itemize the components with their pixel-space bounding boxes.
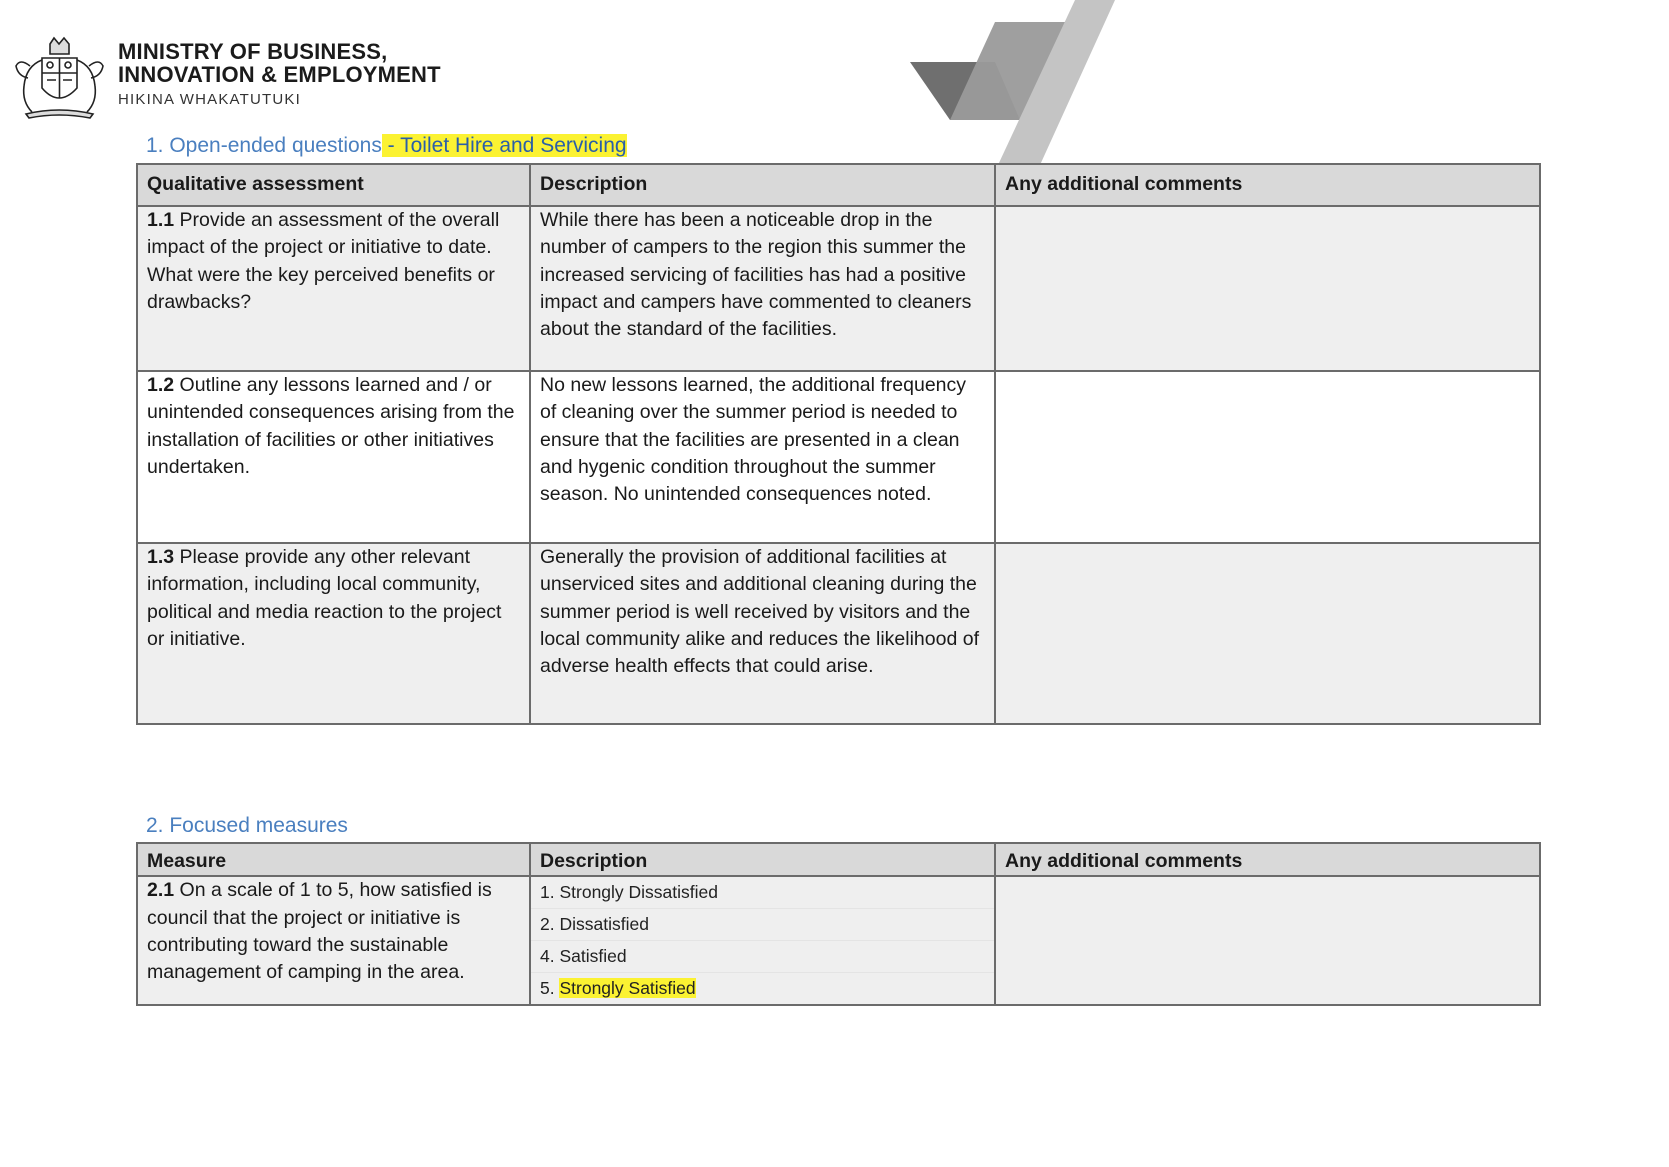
question-text: Outline any lessons learned and / or unintended consequences arising from the installation of facilities or other initiatives undertaken. <box>147 374 515 478</box>
comments-cell[interactable] <box>995 371 1540 543</box>
measure-cell <box>137 876 530 1005</box>
comments-cell[interactable] <box>995 876 1540 1005</box>
ministry-logo-text <box>118 40 441 108</box>
question-cell <box>137 371 530 543</box>
table-header-row <box>137 843 1540 876</box>
section2-title: 2. Focused measures <box>146 814 348 837</box>
satisfaction-options <box>531 877 994 1004</box>
option-label: Dissatisfied <box>559 914 649 935</box>
col-header-comments: Any additional comments <box>995 164 1540 206</box>
question-text: On a scale of 1 to 5, how satisfied is council that the project or initiative is contributing toward the sustainable management of camping in the area. <box>147 879 492 984</box>
question-text: Provide an assessment of the overall impact of the project or initiative to date. What were the key perceived benefits or drawbacks? <box>147 209 500 313</box>
col-header-qualitative: Qualitative assessment <box>137 164 530 206</box>
coat-of-arms-icon <box>12 36 107 120</box>
option-label-selected: Strongly Satisfied <box>559 978 696 999</box>
question-cell <box>137 543 530 724</box>
section1-title <box>146 134 627 158</box>
table-row <box>137 876 1540 1005</box>
open-ended-questions-table <box>136 163 1541 725</box>
col-header-measure: Measure <box>137 843 530 876</box>
question-number: 1.1 <box>147 209 175 231</box>
option-dissatisfied[interactable] <box>531 908 994 940</box>
option-prefix: 4. <box>540 946 560 967</box>
question-cell <box>137 206 530 371</box>
table-row <box>137 206 1540 371</box>
focused-measures-table <box>136 842 1541 1006</box>
col-header-comments: Any additional comments <box>995 843 1540 876</box>
option-strongly-satisfied[interactable] <box>531 972 994 1004</box>
option-label: Satisfied <box>559 946 627 967</box>
question-text: Please provide any other relevant information, including local community, political and media reaction to the project or initiative. <box>147 546 502 650</box>
question-number: 2.1 <box>147 879 175 902</box>
table-row <box>137 371 1540 543</box>
option-strongly-dissatisfied[interactable] <box>531 877 994 908</box>
org-name-line2: INNOVATION & EMPLOYMENT <box>118 62 441 88</box>
section1-title-highlight: - Toilet Hire and Servicing <box>381 134 627 157</box>
col-header-description: Description <box>530 843 995 876</box>
option-prefix: 5. <box>540 978 560 999</box>
option-label: Strongly Dissatisfied <box>559 882 719 903</box>
option-satisfied[interactable] <box>531 940 994 972</box>
option-prefix: 2. <box>540 914 560 935</box>
org-name-line1: MINISTRY OF BUSINESS, <box>118 39 388 64</box>
col-header-description: Description <box>530 164 995 206</box>
description-cell: No new lessons learned, the additional frequency of cleaning over the summer period is needed to ensure that the facilities are presented in a clean and hygenic condition throughout the summer season. No unintended consequences noted. <box>530 371 995 543</box>
comments-cell[interactable] <box>995 206 1540 371</box>
options-cell <box>530 876 995 1005</box>
description-cell: While there has been a noticeable drop in the number of campers to the region this summer the increased servicing of facilities has had a positive impact and campers have commented to cleaners about the standard of the facilities. <box>530 206 995 371</box>
table-row <box>137 543 1540 724</box>
section1-title-text: 1. Open-ended questions <box>146 134 382 157</box>
comments-cell[interactable] <box>995 543 1540 724</box>
question-number: 1.2 <box>147 374 175 396</box>
org-tagline: HIKINA WHAKATUTUKI <box>118 91 302 109</box>
question-number: 1.3 <box>147 546 175 568</box>
table-header-row <box>137 164 1540 206</box>
option-prefix: 1. <box>540 882 560 903</box>
decorative-stripes-icon <box>900 0 1160 165</box>
description-cell: Generally the provision of additional facilities at unserviced sites and additional cleaning during the summer period is well received by visitors and the local community alike and reduces the likelihood of adverse health effects that could arise. <box>530 543 995 724</box>
